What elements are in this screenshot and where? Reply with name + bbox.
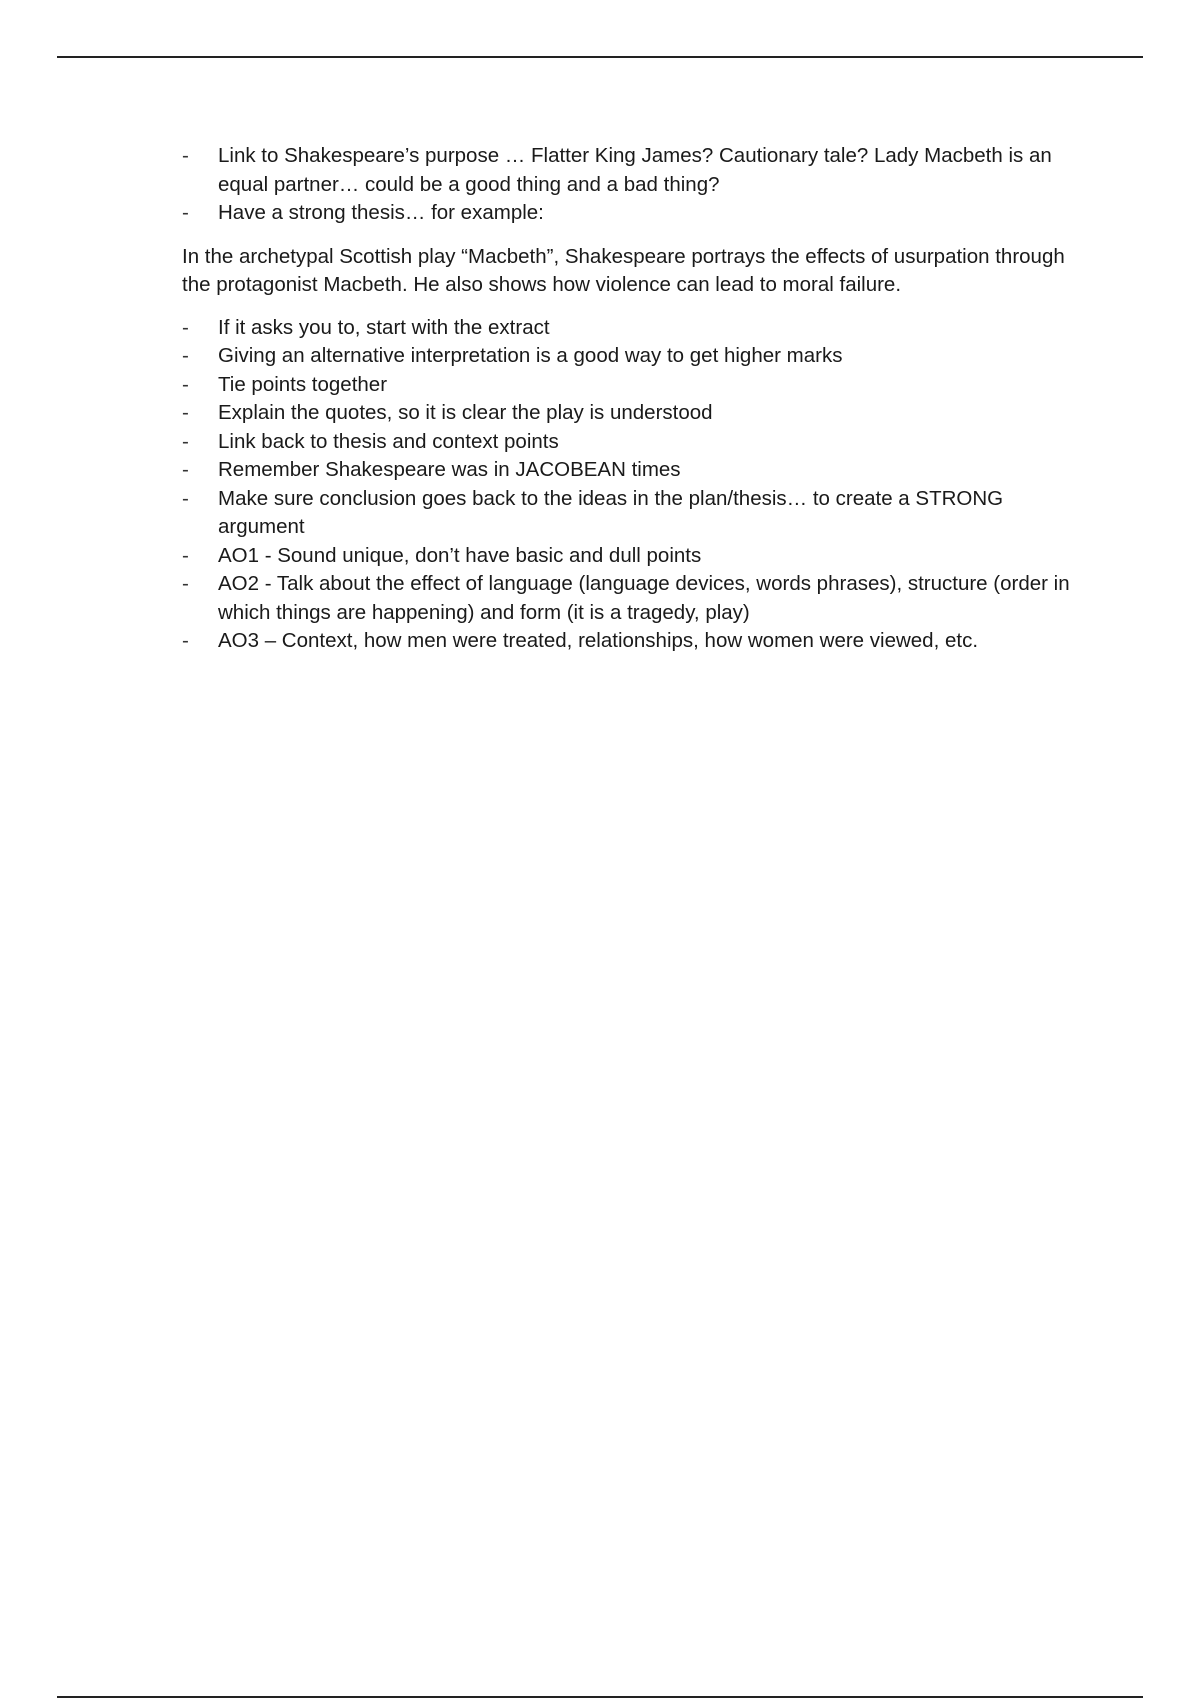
list-item-text: AO1 - Sound unique, don’t have basic and dull points: [218, 543, 702, 567]
list-item: [182, 456, 1082, 485]
thesis-paragraph: In the archetypal Scottish play “Macbeth”, Shakespeare portrays the effects of usurpation through the protagonist Macbeth. He also shows how violence can lead to moral failure.: [182, 244, 1065, 296]
list-item: [182, 542, 1082, 571]
header-rule: [57, 56, 1143, 58]
document-body: [182, 142, 1082, 656]
list-item-text: Link back to thesis and context points: [218, 429, 559, 453]
dash-marker: -: [182, 572, 189, 595]
dash-marker: -: [182, 201, 189, 224]
list-item-text: Tie points together: [218, 372, 388, 396]
dash-marker: -: [182, 429, 189, 453]
dash-marker: -: [182, 344, 189, 367]
list-item: [182, 627, 1082, 656]
list-item-text: Make sure conclusion goes back to the ideas in the plan/thesis… to create a STRONG argument: [218, 486, 1004, 538]
bullet-list-top: [182, 142, 1082, 228]
list-item-text: Remember Shakespeare was in JACOBEAN times: [218, 458, 681, 481]
list-item: [182, 342, 1082, 371]
dash-marker: -: [182, 401, 189, 424]
dash-marker: -: [182, 543, 189, 567]
list-item: [182, 371, 1082, 400]
bullet-list-bottom: [182, 314, 1082, 656]
list-item: [182, 199, 1082, 228]
footer-rule: [57, 1696, 1143, 1698]
list-item: [182, 485, 1082, 542]
dash-marker: -: [182, 372, 189, 396]
dash-marker: -: [182, 144, 189, 167]
list-item-text: Explain the quotes, so it is clear the play is understood: [218, 401, 713, 424]
dash-marker: -: [182, 629, 189, 652]
dash-marker: -: [182, 458, 189, 481]
list-item: [182, 314, 1082, 343]
list-item-text: Giving an alternative interpretation is a good way to get higher marks: [218, 344, 843, 367]
list-item-text: If it asks you to, start with the extract: [218, 315, 550, 339]
list-item-text: AO3 – Context, how men were treated, relationships, how women were viewed, etc.: [218, 629, 979, 652]
dash-marker: -: [182, 315, 189, 339]
list-item: [182, 570, 1082, 627]
list-item-text: Link to Shakespeare’s purpose … Flatter King James? Cautionary tale? Lady Macbeth is an equal partner… could be a good thing and a bad thing?: [218, 144, 1052, 196]
dash-marker: -: [182, 486, 189, 510]
list-item: [182, 142, 1082, 199]
list-item-text: AO2 - Talk about the effect of language (language devices, words phrases), structure (order in which things are happening) and form (it is a tragedy, play): [218, 572, 1070, 624]
list-item: [182, 428, 1082, 457]
list-item-text: Have a strong thesis… for example:: [218, 201, 544, 224]
list-item: [182, 399, 1082, 428]
